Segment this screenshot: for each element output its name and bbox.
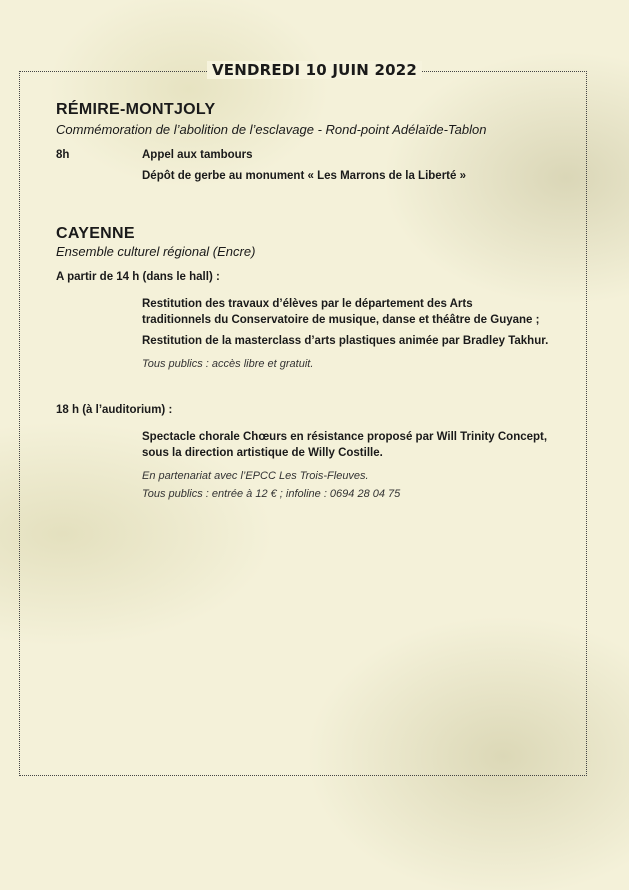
note-tarif-infoline: Tous publics : entrée à 12 € ; infoline : 0694 28 04 75: [142, 488, 401, 500]
date-heading: VENDREDI 10 JUIN 2022: [207, 61, 422, 79]
time-label-8h: 8h: [56, 149, 70, 161]
item-depot-gerbe: Dépôt de gerbe au monument « Les Marrons de la Liberté »: [142, 170, 466, 182]
place-title-remire: RÉMIRE-MONTJOLY: [56, 101, 216, 118]
place-title-cayenne: CAYENNE: [56, 225, 135, 242]
item-restitution-line1: Restitution des travaux d’élèves par le département des Arts: [142, 298, 473, 310]
item-restitution-line2: traditionnels du Conservatoire de musique, danse et théâtre de Guyane ;: [142, 314, 540, 326]
item-appel-tambours: Appel aux tambours: [142, 149, 253, 161]
venue-cayenne: Ensemble culturel régional (Encre): [56, 244, 256, 259]
item-masterclass: Restitution de la masterclass d’arts plastiques animée par Bradley Takhur.: [142, 335, 549, 347]
item-spectacle-line1: Spectacle chorale Chœurs en résistance proposé par Will Trinity Concept,: [142, 431, 548, 443]
note-acces-libre: Tous publics : accès libre et gratuit.: [142, 358, 314, 370]
date-heading-wrap: [0, 61, 629, 80]
time-label-18h: 18 h (à l’auditorium) :: [56, 404, 173, 416]
note-partenariat: En partenariat avec l’EPCC Les Trois-Fleuves.: [142, 470, 369, 482]
venue-remire: Commémoration de l’abolition de l’esclavage - Rond-point Adélaïde-Tablon: [56, 122, 487, 137]
time-label-14h: A partir de 14 h (dans le hall) :: [56, 271, 220, 283]
item-spectacle-line2: sous la direction artistique de Willy Costille.: [142, 447, 383, 459]
